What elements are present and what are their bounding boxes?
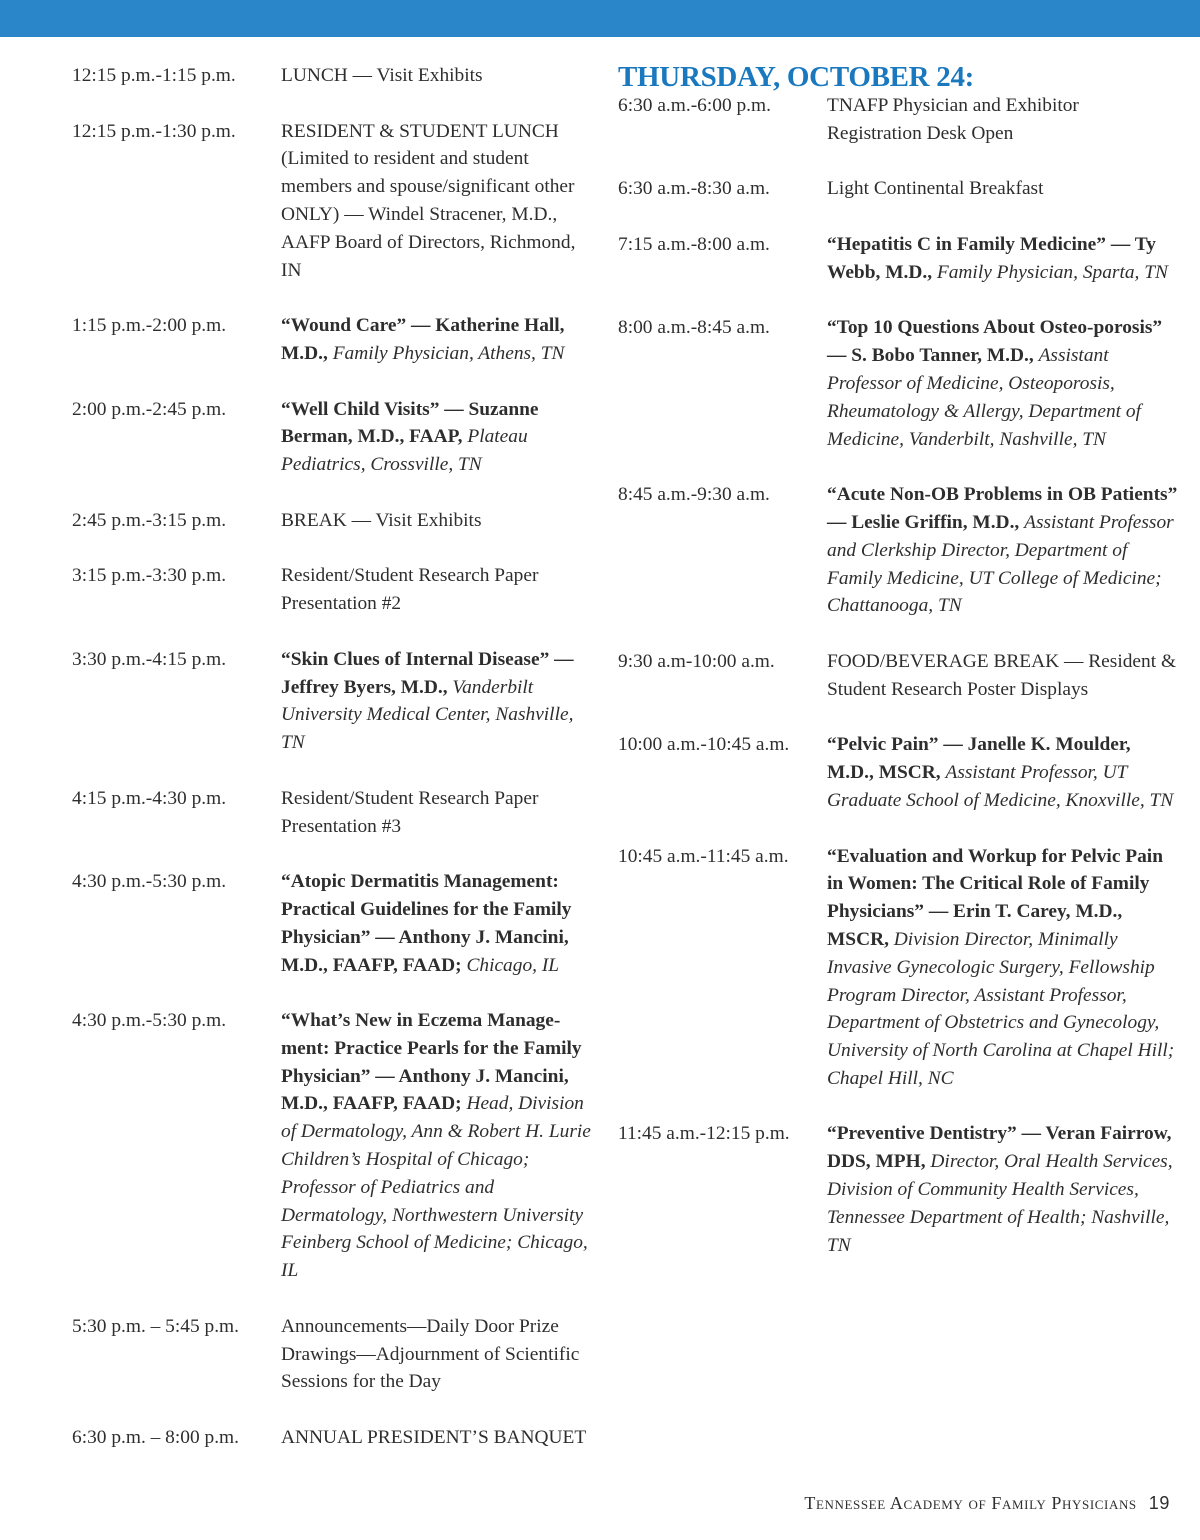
schedule-column-right <box>618 62 1178 1287</box>
entry-description <box>281 312 592 368</box>
schedule-entry <box>618 92 1178 148</box>
entry-time: 9:30 a.m-10:00 a.m. <box>618 650 775 672</box>
entry-description <box>827 92 1178 148</box>
schedule-entry <box>618 481 1178 620</box>
speaker-affiliation: Assistant Professor and Clerkship Director, Department of Family Medicine, UT College of Medicine; Chattanooga, TN <box>827 511 1174 617</box>
session-title: “What’s New in Eczema Manage-ment: Practice Pearls for the Family Physician” — Anthony J. Mancini, M.D., FAAFP, FAAD; <box>281 1010 582 1115</box>
session-title: “Well Child Visits” — Suzanne Berman, M.D., FAAP, <box>281 398 539 448</box>
entry-time: 7:15 a.m.-8:00 a.m. <box>618 233 770 255</box>
entry-text: LUNCH — Visit Exhibits <box>281 65 483 86</box>
entry-description <box>281 868 592 979</box>
session-title: “Atopic Dermatitis Management: Practical Guidelines for the Family Physician” — Anthony J. Mancini, M.D., FAAFP, FAAD; <box>281 871 572 976</box>
schedule-column-left <box>72 62 592 1480</box>
schedule-entry <box>618 175 1178 203</box>
entry-description <box>827 175 1178 203</box>
entry-time: 12:15 p.m.-1:15 p.m. <box>72 65 236 86</box>
entry-description <box>281 118 592 285</box>
entry-time: 6:30 a.m.-8:30 a.m. <box>618 178 770 200</box>
entry-description <box>281 62 592 90</box>
entry-description <box>281 1424 592 1452</box>
entry-text: FOOD/BEVERAGE BREAK — Resident & Student Research Poster Displays <box>827 650 1177 700</box>
schedule-entry <box>72 396 592 479</box>
schedule-entry <box>72 312 592 368</box>
session-title: “Skin Clues of Internal Disease” — Jeffrey Byers, M.D., <box>281 648 574 698</box>
entry-description <box>281 1007 592 1285</box>
schedule-entry <box>618 231 1178 287</box>
entry-text: Resident/Student Research Paper Presentation #2 <box>281 565 539 615</box>
entry-time: 6:30 p.m. – 8:00 p.m. <box>72 1427 239 1449</box>
entry-time: 4:30 p.m.-5:30 p.m. <box>72 871 227 893</box>
session-title: “Top 10 Questions About Osteo-porosis” — S. Bobo Tanner, M.D., <box>827 317 1163 367</box>
page-footer <box>804 1490 1170 1516</box>
entry-description <box>827 843 1178 1093</box>
schedule-entry <box>72 118 592 285</box>
page-number: 19 <box>1148 1493 1170 1513</box>
entry-time: 5:30 p.m. – 5:45 p.m. <box>72 1315 239 1337</box>
entry-time: 2:00 p.m.-2:45 p.m. <box>72 398 227 420</box>
schedule-entry <box>72 646 592 757</box>
speaker-affiliation: Vanderbilt University Medical Center, Nashville, TN <box>281 676 574 754</box>
speaker-affiliation: Assistant Professor, UT Graduate School of Medicine, Knoxville, TN <box>827 762 1174 811</box>
schedule-entry <box>72 1313 592 1396</box>
speaker-affiliation: Head, Division of Dermatology, Ann & Robert H. Lurie Children’s Hospital of Chicago; Professor of Pediatrics and Dermatology, Northwestern University Feinberg School of Medicine; Chicago, IL <box>281 1093 591 1282</box>
schedule-entry <box>618 648 1178 704</box>
entry-description <box>827 648 1178 704</box>
entry-description <box>281 507 592 535</box>
speaker-affiliation: Plateau Pediatrics, Crossville, TN <box>281 426 528 476</box>
session-title: “Wound Care” — Katherine Hall, M.D., <box>281 315 565 364</box>
entry-description <box>827 1120 1178 1259</box>
entry-description <box>827 231 1178 287</box>
entry-time: 2:45 p.m.-3:15 p.m. <box>72 509 227 531</box>
entry-text: Light Continental Breakfast <box>827 178 1044 200</box>
schedule-entry <box>72 868 592 979</box>
speaker-affiliation: Assistant Professor of Medicine, Osteoporosis, Rheumatology & Allergy, Department of Medicine, Vanderbilt, Nashville, TN <box>827 345 1141 450</box>
header-bar <box>0 0 1200 37</box>
speaker-affiliation: Division Director, Minimally Invasive Gynecologic Surgery, Fellowship Program Director, Assistant Professor, Department of Obstetrics and Gynecology, University of North Carolina at Chapel Hill; Chapel Hill, NC <box>827 928 1175 1089</box>
session-title: “Acute Non-OB Problems in OB Patients” — Leslie Griffin, M.D., <box>827 484 1178 533</box>
schedule-entry <box>72 507 592 535</box>
entry-time: 11:45 a.m.-12:15 p.m. <box>618 1123 790 1145</box>
schedule-entry <box>72 1424 592 1452</box>
entry-text: BREAK — Visit Exhibits <box>281 509 482 531</box>
day-heading: THURSDAY, OCTOBER 24: <box>618 61 975 93</box>
entry-description <box>281 396 592 479</box>
schedule-entry <box>618 314 1178 453</box>
schedule-entry <box>72 785 592 841</box>
speaker-affiliation: Family Physician, Sparta, TN <box>936 261 1168 283</box>
entry-description <box>281 785 592 841</box>
entry-time: 4:15 p.m.-4:30 p.m. <box>72 787 227 809</box>
entry-description <box>281 562 592 618</box>
entry-time: 12:15 p.m.-1:30 p.m. <box>72 120 236 142</box>
entry-description <box>827 481 1178 620</box>
entry-time: 10:45 a.m.-11:45 a.m. <box>618 845 789 867</box>
entry-time: 10:00 a.m.-10:45 a.m. <box>618 734 790 756</box>
entry-description <box>281 1313 592 1396</box>
entry-text: Resident/Student Research Paper Presentation #3 <box>281 787 539 837</box>
entry-time: 1:15 p.m.-2:00 p.m. <box>72 315 227 337</box>
schedule-entry <box>72 1007 592 1285</box>
entry-text: Announcements—Daily Door Prize Drawings—Adjournment of Scientific Sessions for the Day <box>281 1315 580 1393</box>
speaker-affiliation: Director, Oral Health Services, Division of Community Health Services, Tennessee Department of Health; Nashville, TN <box>827 1151 1173 1256</box>
entry-text: TNAFP Physician and Exhibitor Registration Desk Open <box>827 95 1079 144</box>
footer-organization: Tennessee Academy of Family Physicians <box>804 1493 1137 1513</box>
entry-time: 3:15 p.m.-3:30 p.m. <box>72 565 227 587</box>
entry-time: 6:30 a.m.-6:00 p.m. <box>618 95 771 116</box>
entry-description <box>827 314 1178 453</box>
speaker-affiliation: Chicago, IL <box>466 954 560 976</box>
entry-time: 4:30 p.m.-5:30 p.m. <box>72 1010 227 1032</box>
schedule-entry <box>618 843 1178 1093</box>
session-title: “Preventive Dentistry” — Veran Fairrow, DDS, MPH, <box>827 1123 1172 1173</box>
session-title: “Evaluation and Workup for Pelvic Pain in Women: The Critical Role of Family Physicians” — Erin T. Carey, M.D., MSCR, <box>827 845 1163 950</box>
entry-text: ANNUAL PRESIDENT’S BANQUET <box>281 1427 587 1449</box>
entry-time: 8:45 a.m.-9:30 a.m. <box>618 484 770 506</box>
schedule-entry <box>72 562 592 618</box>
speaker-affiliation: Family Physician, Athens, TN <box>332 342 565 364</box>
session-title: “Hepatitis C in Family Medicine” — Ty Webb, M.D., <box>827 233 1156 283</box>
entry-text: RESIDENT & STUDENT LUNCH (Limited to resident and student members and spouse/significant other ONLY) — Windel Stracener, M.D., AAFP Board of Directors, Richmond, IN <box>281 120 576 281</box>
entry-description <box>827 731 1178 814</box>
session-title: “Pelvic Pain” — Janelle K. Moulder, M.D., MSCR, <box>827 734 1131 784</box>
schedule-entry <box>618 1120 1178 1259</box>
entry-time: 3:30 p.m.-4:15 p.m. <box>72 648 227 670</box>
entry-description <box>281 646 592 757</box>
entry-time: 8:00 a.m.-8:45 a.m. <box>618 317 770 339</box>
schedule-entry <box>72 62 592 90</box>
schedule-entry <box>618 731 1178 814</box>
